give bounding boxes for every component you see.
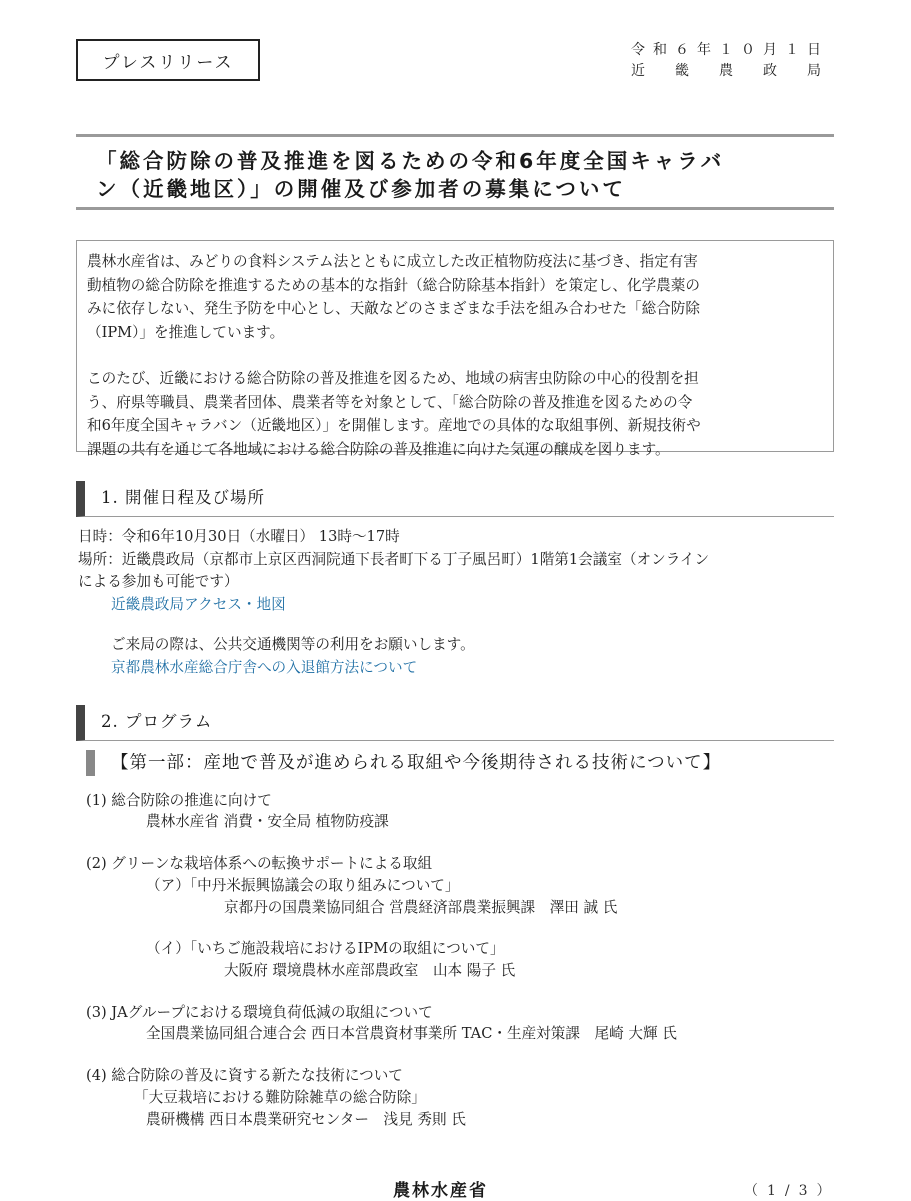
date-block	[629, 40, 829, 82]
intro-box	[76, 240, 834, 458]
program-item-3-presenter: 全国農業協同組合連合会 西日本営農資材事業所 TAC・生産対策課 尾崎 大輝 氏	[146, 1025, 677, 1042]
intro-paragraph-2	[87, 367, 823, 461]
section-heading-program: 2. プログラム	[76, 705, 834, 741]
access-map-link[interactable]: 近畿農政局アクセス・地図	[111, 596, 286, 613]
program-item-3: (3) JAグループにおける環境負荷低減の取組について	[86, 1004, 433, 1021]
title-line-1: 「総合防除の普及推進を図るための令和6年度全国キャラバ	[96, 149, 725, 173]
page-title	[76, 134, 834, 210]
program-item-2: (2) グリーンな栽培体系への転換サポートによる取組	[86, 855, 433, 872]
event-place-continued: による参加も可能です）	[78, 573, 239, 590]
title-line-2: ン（近畿地区）」の開催及び参加者の募集について	[96, 177, 626, 201]
intro-line: 動植物の総合防除を推進するための基本的な指針（総合防除基本指針）を策定し、化学農薬の	[87, 276, 700, 294]
event-place: 場所：近畿農政局（京都市上京区西洞院通下長者町下る丁子風呂町）1階第1会議室（オンライン	[78, 551, 710, 568]
program-item-2b: （イ）「いちご施設栽培におけるIPMの取組について」	[146, 940, 505, 957]
intro-line: みに依存しない、発生予防を中心とし、天敵などのさまざまな手法を組み合わせた「総合防除	[87, 300, 700, 317]
intro-line: 和6年度全国キャラバン（近畿地区）」を開催します。産地での具体的な取組事例、新規技術や	[87, 417, 701, 434]
event-datetime: 日時：令和6年10月30日（水曜日） 13時～17時	[78, 528, 400, 545]
footer-ministry-name: 農林水産省	[393, 1181, 488, 1201]
intro-line: このたび、近畿における総合防除の普及推進を図るため、地域の病害虫防除の中心的役割を担	[87, 370, 699, 387]
program-item-4-topic: 「大豆栽培における難防除雑草の総合防除」	[134, 1089, 426, 1106]
intro-line: 課題の共有を通じて各地域における総合防除の普及推進に向けた気運の醸成を図ります。	[87, 440, 670, 458]
program-item-4: (4) 総合防除の普及に資する新たな技術について	[86, 1067, 403, 1084]
intro-paragraph-1	[87, 250, 823, 344]
program-part-heading: 【第一部：産地で普及が進められる取組や今後期待される技術について】	[86, 750, 721, 776]
program-item-1-presenter: 農林水産省 消費・安全局 植物防疫課	[146, 813, 389, 830]
program-item-2b-presenter: 大阪府 環境農林水産部農政室 山本 陽子 氏	[224, 962, 516, 979]
transport-notice: ご来局の際は、公共交通機関等の利用をお願いします。	[111, 636, 475, 653]
program-item-1: (1) 総合防除の推進に向けて	[86, 792, 272, 809]
intro-line: （IPM）」を推進しています。	[87, 323, 285, 341]
program-item-2a: （ア）「中丹米振興協議会の取り組みについて」	[146, 877, 460, 894]
page-number: （1/3）	[744, 1183, 840, 1199]
program-item-4-presenter: 農研機構 西日本農業研究センター 浅見 秀則 氏	[146, 1111, 466, 1128]
program-item-2a-presenter: 京都丹の国農業協同組合 営農経済部農業振興課 澤田 誠 氏	[224, 899, 618, 916]
intro-line: う、府県等職員、農業者団体、農業者等を対象として、「総合防除の普及推進を図るための令	[87, 393, 693, 411]
section-heading-schedule: 1. 開催日程及び場所	[76, 481, 834, 517]
release-date: 令和６年１０月１日	[631, 42, 829, 58]
building-entry-link[interactable]: 京都農林水産総合庁舎への入退館方法について	[111, 659, 418, 676]
press-release-label: プレスリリース	[76, 39, 260, 81]
issuing-office: 近 畿 農 政 局	[631, 63, 829, 79]
intro-line: 農林水産省は、みどりの食料システム法とともに成立した改正植物防疫法に基づき、指定有害	[87, 253, 698, 270]
